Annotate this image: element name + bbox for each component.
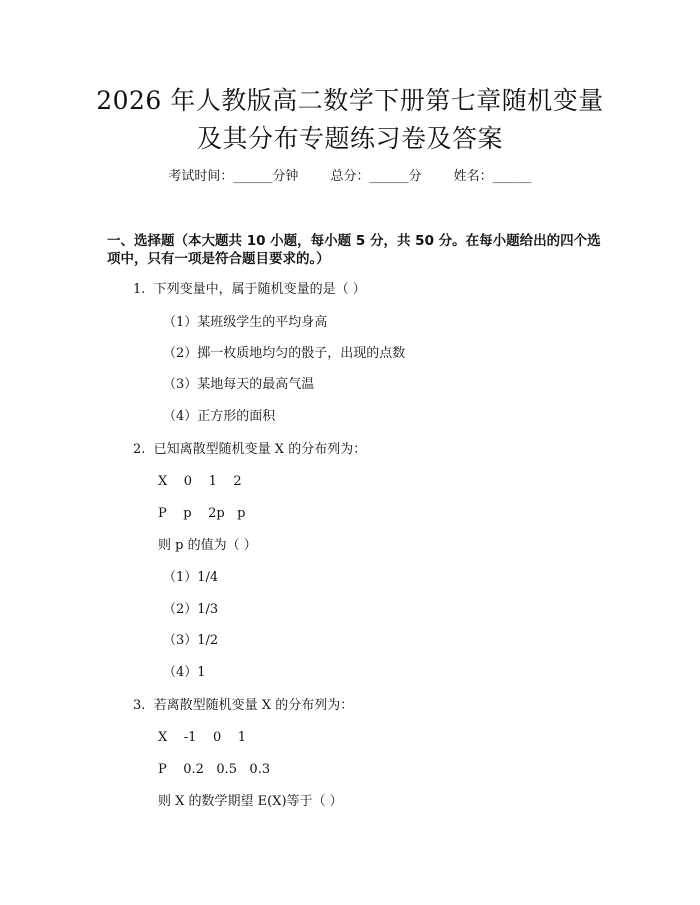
question-3-stem: 3. 若离散型随机变量 X 的分布列为：: [133, 698, 354, 713]
question-3-dist-x-row: X -1 0 1: [158, 730, 247, 745]
question-2-option-3: （3）1/2: [163, 633, 219, 648]
exam-time-field: 考试时间：______分钟: [168, 169, 299, 184]
document-title-line-1: 2026 年人教版高二数学下册第七章随机变量: [96, 86, 604, 115]
question-2-option-2: （2）1/3: [163, 602, 219, 617]
question-2-option-1: （1）1/4: [163, 570, 219, 585]
question-1-option-1: （1）某班级学生的平均身高: [163, 315, 328, 330]
question-2-dist-p-row: P p 2p p: [158, 506, 246, 521]
exam-meta: [0, 168, 700, 186]
question-1-option-4: （4）正方形的面积: [163, 409, 276, 424]
section-heading-line-1: 一、选择题（本大题共 10 小题，每小题 5 分，共 50 分。在每小题给出的四个选: [107, 233, 601, 249]
document-title-line-2: 及其分布专题练习卷及答案: [196, 124, 503, 153]
question-1-stem: 1. 下列变量中，属于随机变量的是（ ）: [133, 282, 366, 297]
question-2-dist-x-row: X 0 1 2: [158, 474, 242, 489]
question-3-ask: 则 X 的数学期望 E(X)等于（ ）: [158, 794, 343, 809]
question-2-ask: 则 p 的值为（ ）: [158, 538, 257, 553]
question-2-stem: 2. 已知离散型随机变量 X 的分布列为：: [133, 442, 367, 457]
question-1-option-2: （2）掷一枚质地均匀的骰子，出现的点数: [163, 346, 406, 361]
section-heading-line-2: 项中，只有一项是符合题目要求的。）: [107, 251, 330, 267]
total-score-field: 总分：______分: [330, 169, 422, 184]
question-3-dist-p-row: P 0.2 0.5 0.3: [158, 762, 271, 777]
question-1-option-3: （3）某地每天的最高气温: [163, 377, 315, 392]
student-name-field: 姓名：______: [453, 169, 532, 184]
question-2-option-4: （4）1: [163, 665, 206, 680]
